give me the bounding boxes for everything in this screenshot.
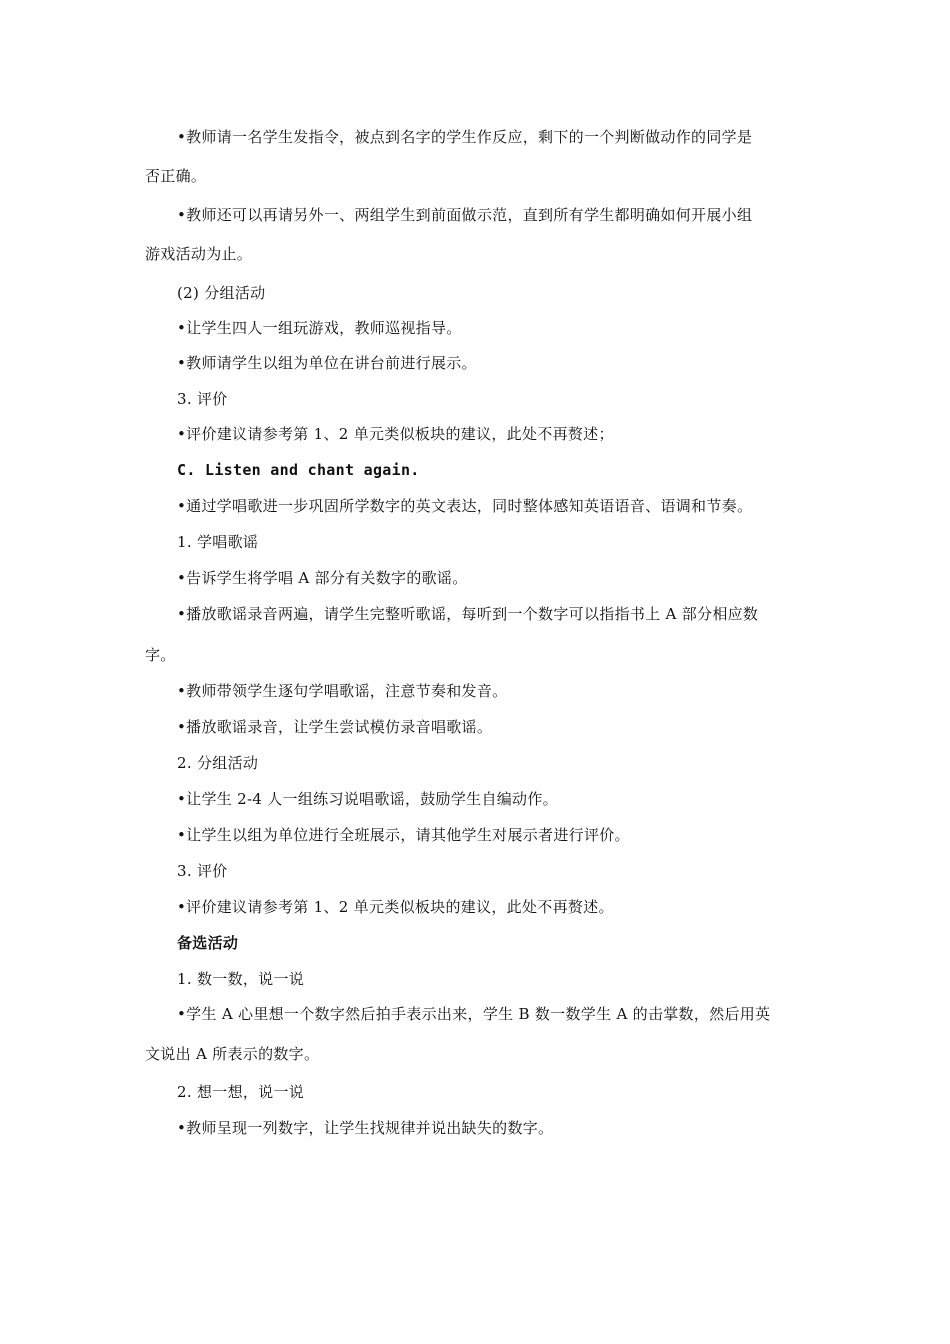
bullet-item: •教师请学生以组为单位在讲台前进行展示。 (177, 354, 477, 372)
bullet-item: •让学生 2-4 人一组练习说唱歌谣，鼓励学生自编动作。 (177, 790, 558, 808)
bullet-item: •通过学唱歌进一步巩固所学数字的英文表达，同时整体感知英语语音、语调和节奏。 (177, 497, 753, 515)
activity-title: C. Listen and chant again. (177, 461, 420, 479)
paragraph-line: 游戏活动为止。 (145, 245, 253, 263)
optional-activities-heading: 备选活动 (177, 934, 239, 952)
paragraph-line: •学生 A 心里想一个数字然后拍手表示出来，学生 B 数一数学生 A 的击掌数，然后用英 (177, 1005, 771, 1023)
paragraph-line: 否正确。 (145, 167, 207, 185)
bullet-item: •播放歌谣录音，让学生尝试模仿录音唱歌谣。 (177, 718, 493, 736)
bullet-item: •让学生以组为单位进行全班展示，请其他学生对展示者进行评价。 (177, 826, 630, 844)
section-heading: 1. 学唱歌谣 (177, 533, 259, 551)
section-heading: 3. 评价 (177, 390, 228, 408)
paragraph-line: •教师还可以再请另外一、两组学生到前面做示范，直到所有学生都明确如何开展小组 (177, 206, 753, 224)
bullet-item: •告诉学生将学唱 A 部分有关数字的歌谣。 (177, 569, 468, 587)
paragraph-line: •教师请一名学生发指令，被点到名字的学生作反应，剩下的一个判断做动作的同学是 (177, 128, 753, 146)
paragraph-line: 文说出 A 所表示的数字。 (145, 1045, 320, 1063)
section-heading: 2. 想一想，说一说 (177, 1083, 305, 1101)
section-heading: 3. 评价 (177, 862, 228, 880)
bullet-item: •教师带领学生逐句学唱歌谣，注意节奏和发音。 (177, 682, 508, 700)
section-heading: 2. 分组活动 (177, 754, 259, 772)
bullet-item: •教师呈现一列数字，让学生找规律并说出缺失的数字。 (177, 1119, 554, 1137)
bullet-item: •评价建议请参考第 1、2 单元类似板块的建议，此处不再赘述。 (177, 898, 614, 916)
bullet-item: •评价建议请参考第 1、2 单元类似板块的建议，此处不再赘述； (177, 425, 614, 443)
bullet-item: •让学生四人一组玩游戏，教师巡视指导。 (177, 319, 462, 337)
section-heading: 1. 数一数，说一说 (177, 970, 305, 988)
section-heading: (2) 分组活动 (177, 284, 266, 302)
paragraph-line: 字。 (145, 646, 176, 664)
paragraph-line: •播放歌谣录音两遍，请学生完整听歌谣，每听到一个数字可以指指书上 A 部分相应数 (177, 605, 759, 623)
